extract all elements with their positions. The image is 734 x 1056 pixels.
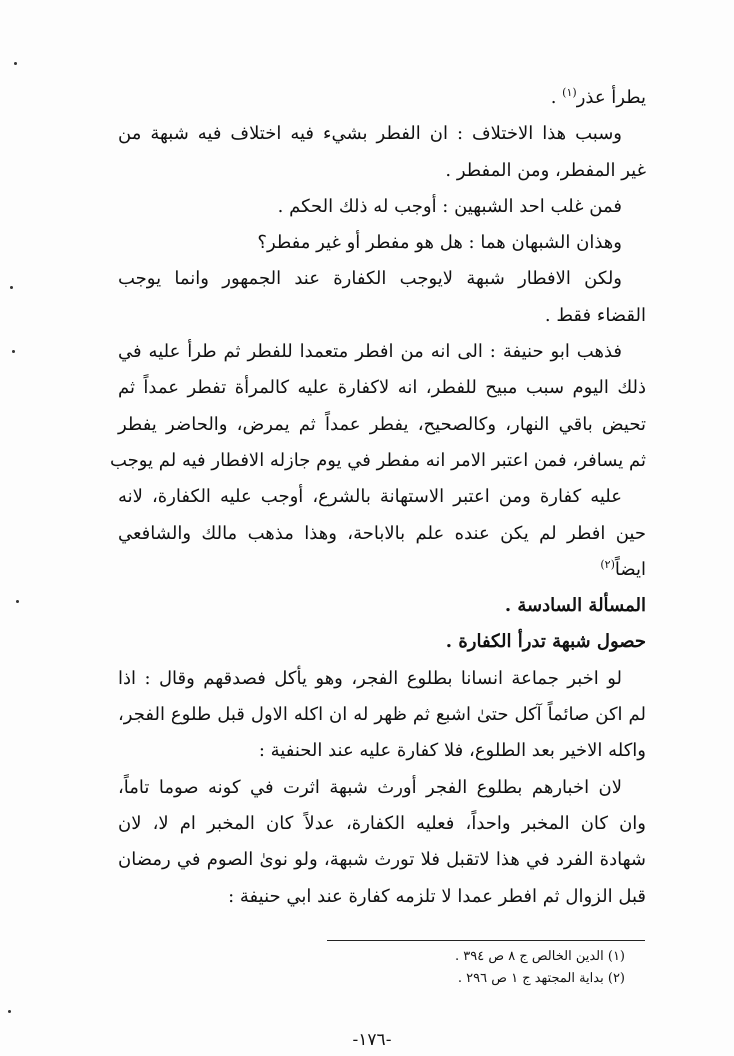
line-text: غير المفطر، ومن المفطر . [445, 159, 646, 181]
footnotes [327, 946, 645, 990]
text-line [118, 298, 646, 334]
line-punct: . [550, 87, 563, 108]
line-text: شهادة الفرد في هذا لاتقبل فلا تورث شبهة، ولو نوىٰ الصوم في رمضان [118, 849, 646, 871]
line-text: واكله الاخير بعد الطلوع، فلا كفارة عليه عند الحنفية : [258, 740, 646, 762]
scan-speck [8, 1010, 11, 1013]
text-line [118, 879, 646, 915]
text-line [118, 770, 646, 806]
line-text: عليه كفارة ومن اعتبر الاستهانة بالشرع، أوجب عليه الكفارة، لانه [118, 486, 622, 508]
line-text: فمن غلب احد الشبهين : أوجب له ذلك الحكم . [277, 195, 622, 217]
footnote-1: (١) الدين الخالص ج ٨ ص ٣٩٤ . [455, 949, 625, 964]
text-line [118, 479, 646, 515]
text-line [118, 806, 646, 842]
footnote-divider [327, 940, 645, 941]
scan-speck [14, 62, 17, 65]
page-number: -١٧٦- [352, 1030, 392, 1050]
scan-speck [10, 286, 13, 289]
text-line [118, 661, 646, 697]
line-text: القضاء فقط . [544, 304, 646, 326]
line-text: قبل الزوال ثم افطر عمدا لا تلزمه كفارة عند ابي حنيفة : [228, 885, 646, 907]
text-line [118, 516, 646, 552]
text-line [118, 225, 646, 261]
footnote-ref: (١) [562, 86, 577, 99]
line-text: ثم يسافر، فمن اعتبر الامر انه مفطر في يوم جازله الافطار فيه لم يوجب [109, 449, 646, 471]
line-text: لان اخبارهم بطلوع الفجر أورث شبهة اثرت في كونه صوما تاماً، [118, 776, 622, 798]
text-line [118, 407, 646, 443]
footnote-ref: (٢) [600, 557, 615, 571]
text-line [118, 80, 646, 116]
body-text [109, 80, 646, 915]
line-text: ايضاً [614, 558, 646, 580]
line-text: المسألة السادسة . [504, 595, 646, 617]
line-text: تحيض باقي النهار، وكالصحيح، يفطر عمداً ثم يمرض، والحاضر يفطر [118, 413, 646, 435]
footnote-2: (٢) بداية المجتهد ج ١ ص ٢٩٦ . [457, 971, 625, 986]
line-text: وهذان الشبهان هما : هل هو مفطر أو غير مفطر؟ [257, 232, 622, 254]
text-line [118, 189, 646, 225]
text-line [109, 443, 646, 479]
text-line [118, 624, 646, 660]
line-text: لم اكن صائماً آكل حتىٰ اشبع ثم ظهر له ان اكله الاول قبل طلوع الفجر، [118, 704, 646, 726]
text-line [118, 116, 646, 152]
line-text: وسبب هذا الاختلاف : ان الفطر بشيء فيه اختلاف فيه شبهة من [118, 123, 622, 145]
text-line [118, 697, 646, 733]
text-line [118, 370, 646, 406]
text-line [118, 261, 646, 297]
line-text: لو اخبر جماعة انسانا بطلوع الفجر، وهو يأكل فصدقهم وقال : اذا [118, 667, 622, 689]
text-line [118, 552, 646, 588]
line-text: فذهب ابو حنيفة : الى انه من افطر متعمدا للفطر ثم طرأ عليه في [118, 341, 622, 363]
scan-speck [16, 600, 19, 603]
text-line [118, 842, 646, 878]
text-line [118, 153, 646, 189]
text-line [118, 588, 646, 624]
line-text: ولكن الافطار شبهة لايوجب الكفارة عند الجمهور وانما يوجب [118, 268, 622, 290]
line-text: وان كان المخبر واحداً، فعليه الكفارة، عدلاً كان المخبر ام لا، لان [118, 812, 646, 834]
text-line [118, 733, 646, 769]
scan-speck [12, 350, 15, 353]
line-text: ذلك اليوم سبب مبيح للفطر، انه لاكفارة عليه كالمرأة تفطر عمداً ثم [118, 377, 646, 399]
text-line [118, 334, 646, 370]
line-text: حين افطر لم يكن عنده علم بالاباحة، وهذا مذهب مالك والشافعي [118, 522, 646, 544]
line-text: حصول شبهة تدرأ الكفارة . [445, 631, 646, 653]
line-text: يطرأ عذر [576, 87, 646, 108]
